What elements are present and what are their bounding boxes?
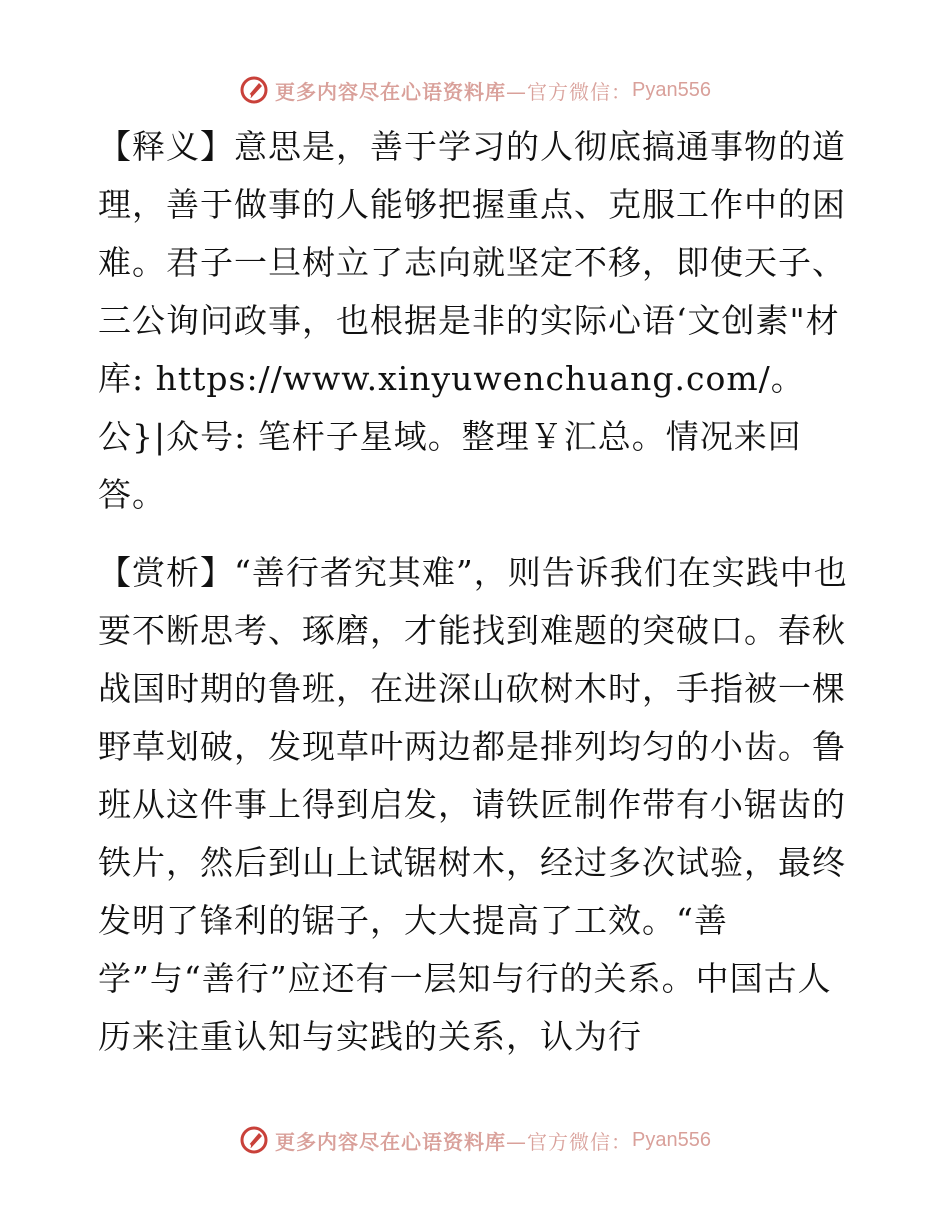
watermark-wechat-id: Pyan556	[632, 78, 711, 101]
watermark-wechat-id: Pyan556	[632, 1128, 711, 1151]
paragraph-definition: 【释义】意思是，善于学习的人彻底搞通事物的道理，善于做事的人能够把握重点、克服工作中的困难。君子一旦树立了志向就坚定不移，即使天子、三公询问政事，也根据是非的实际心语‘文创素"材库: https://www.xinyuwenchuang.com/。公}|众号: 笔杆子星域。整理￥汇总。情况来回答。	[98, 127, 846, 514]
header-watermark-banner	[0, 72, 950, 108]
pen-logo-icon	[239, 1125, 269, 1155]
watermark-official-text: —官方微信：	[506, 1129, 633, 1154]
watermark-official-text: —官方微信：	[506, 79, 633, 104]
watermark-site-text: 更多内容尽在心语资料库	[275, 79, 507, 104]
watermark-site-text: 更多内容尽在心语资料库	[275, 1129, 507, 1154]
footer-watermark-banner	[0, 1122, 950, 1158]
document-body	[98, 118, 858, 1066]
pen-logo-icon	[239, 75, 269, 105]
paragraph-analysis: 【赏析】“善行者究其难”，则告诉我们在实践中也要不断思考、琢磨，才能找到难题的突破口。春秋战国时期的鲁班，在进深山砍树木时，手指被一棵野草划破，发现草叶两边都是排列均匀的小齿。鲁班从这件事上得到启发，请铁匠制作带有小锯齿的铁片，然后到山上试锯树木，经过多次试验，最终发明了锋利的锯子，大大提高了工效。“善学”与“善行”应还有一层知与行的关系。中国古人历来注重认知与实践的关系，认为行	[98, 553, 848, 1056]
